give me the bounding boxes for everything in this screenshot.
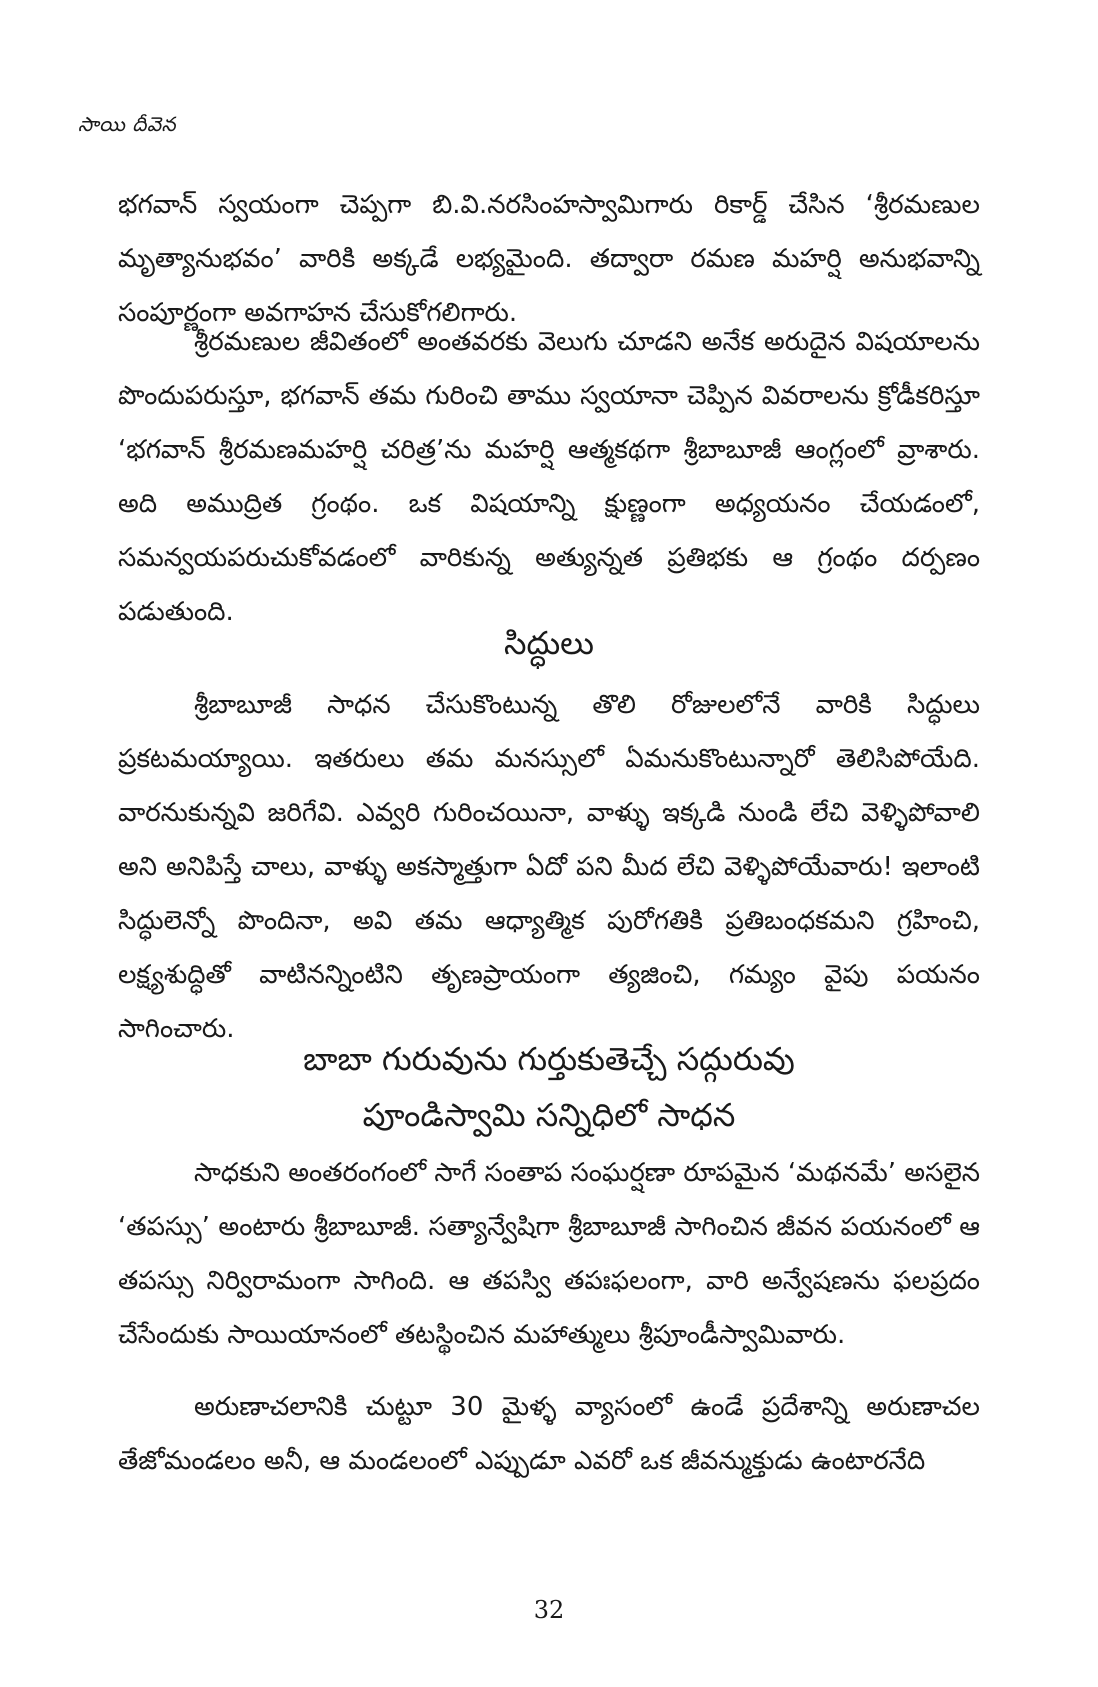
section-heading-line1: బాబా గురువును గుర్తుకుతెచ్చే సద్గురువు <box>303 1040 795 1078</box>
paragraph-arunachala: అరుణాచలానికి చుట్టూ 30 మైళ్ళ వ్యాసంలో ఉండే ప్రదేశాన్ని అరుణాచల తేజోమండలం అనీ, ఆ మండలంలో ఎప్పుడూ ఎవరో ఒక జీవన్ముక్తుడు ఉంటారనేది <box>118 1392 980 1476</box>
paragraph-tapassu: సాధకుని అంతరంగంలో సాగే సంతాప సంఘర్షణా రూపమైన ‘మథనమే’ అసలైన ‘తపస్సు’ అంటారు శ్రీబాబూజీ. సత్యాన్వేషిగా శ్రీబాబూజీ సాగించిన జీవన పయనంలో ఆ తపస్సు నిర్విరామంగా సాగింది. ఆ తపస్వి తపఃఫలంగా, వారి అన్వేషణను ఫలప్రదం చేసేందుకు సాయియానంలో తటస్థించిన మహాత్ములు శ్రీపూండీస్వామివారు. <box>118 1158 981 1350</box>
section-heading-line2: పూండిస్వామి సన్నిధిలో సాధన <box>362 1096 736 1134</box>
paragraph-continued: భగవాన్ స్వయంగా చెప్పగా బి.వి.నరసింహస్వామిగారు రికార్డ్ చేసిన ‘శ్రీరమణుల మృత్యానుభవం’ వారికి అక్కడే లభ్యమైంది. తద్వారా రమణ మహర్షి అనుభవాన్ని సంపూర్ణంగా అవగాహన చేసుకోగలిగారు. <box>118 190 980 328</box>
paragraph-siddhulu: శ్రీబాబూజీ సాధన చేసుకొంటున్న తొలి రోజులలోనే వారికి సిద్ధులు ప్రకటమయ్యాయి. ఇతరులు తమ మనస్సులో ఏమనుకొంటున్నారో తెలిసిపోయేది. వారనుకున్నవి జరిగేవి. ఎవ్వరి గురించయినా, వాళ్ళు ఇక్కడి నుండి లేచి వెళ్ళిపోవాలి అని అనిపిస్తే చాలు, వాళ్ళు అకస్మాత్తుగా ఏదో పని మీద లేచి వెళ్ళిపోయేవారు! ఇలాంటి సిద్ధులెన్నో పొందినా, అవి తమ ఆధ్యాత్మిక పురోగతికి ప్రతిబంధకమని గ్రహించి, లక్ష్యశుద్ధితో వాటినన్నింటిని తృణప్రాయంగా త్యజించి, గమ్యం వైపు పయనం సాగించారు. <box>118 690 980 1044</box>
section-heading-siddhulu: సిద్ధులు <box>504 624 594 662</box>
paragraph-sriramana-biography: శ్రీరమణుల జీవితంలో అంతవరకు వెలుగు చూడని అనేక అరుదైన విషయాలను పొందుపరుస్తూ, భగవాన్ తమ గురించి తాము స్వయానా చెప్పిన వివరాలను క్రోడీకరిస్తూ ‘భగవాన్ శ్రీరమణమహర్షి చరిత్ర’ను మహర్షి ఆత్మకథగా శ్రీబాబూజీ ఆంగ్లంలో వ్రాశారు. అది అముద్రిత గ్రంథం. ఒక విషయాన్ని క్షుణ్ణంగా అధ్యయనం చేయడంలో, సమన్వయపరుచుకోవడంలో వారికున్న అత్యున్నత ప్రతిభకు ఆ గ్రంథం దర్పణం పడుతుంది. <box>118 327 980 627</box>
page-number: 32 <box>533 1596 565 1624</box>
running-head: సాయి దీవెన <box>78 112 177 136</box>
